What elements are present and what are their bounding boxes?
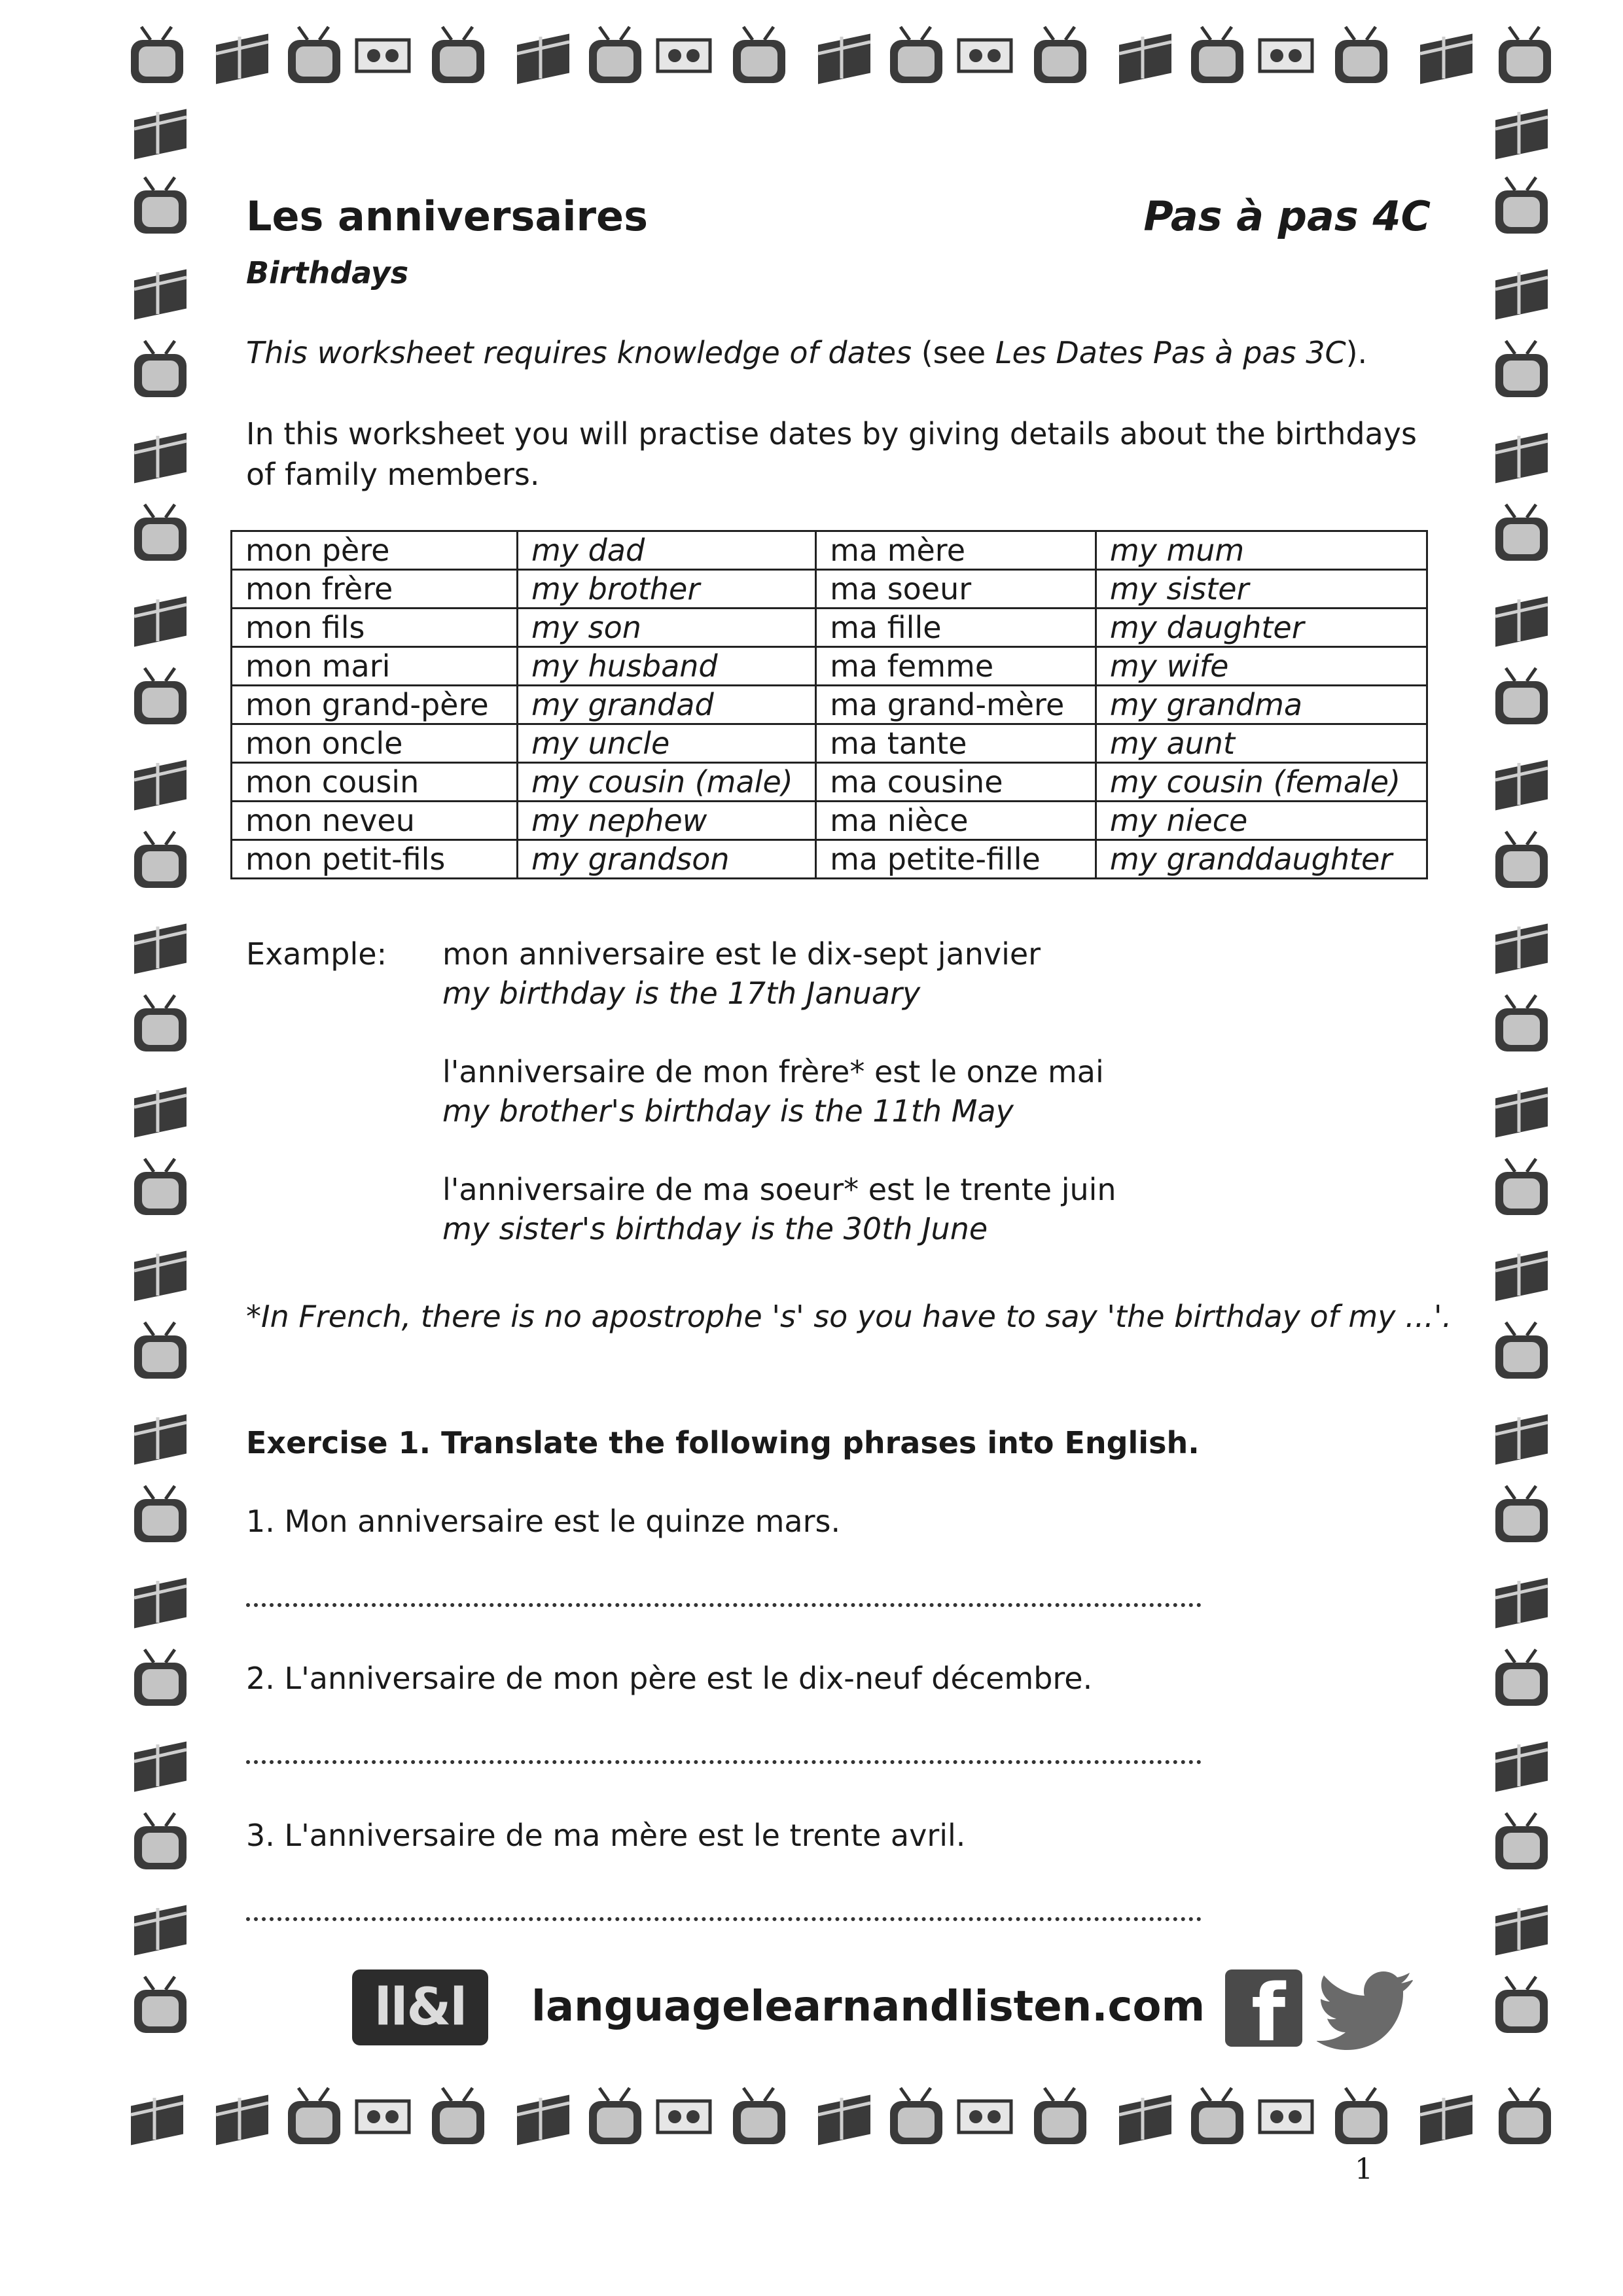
vocab-french: ma femme bbox=[816, 647, 1096, 686]
example-english: my birthday is the 17th January bbox=[442, 976, 921, 1011]
intro-requirement bbox=[246, 332, 1431, 373]
vocab-french: ma nièce bbox=[816, 802, 1096, 840]
intro-see-reference: Les Dates Pas à pas 3C bbox=[995, 335, 1346, 370]
vocab-french: ma petite-fille bbox=[816, 840, 1096, 879]
vocab-french: mon neveu bbox=[232, 802, 518, 840]
intro-requirement-text: This worksheet requires knowledge of dates bbox=[246, 335, 912, 370]
llandl-logo: ll&l bbox=[352, 1969, 488, 2045]
vocab-row bbox=[232, 609, 1427, 647]
worksheet-header bbox=[246, 192, 1431, 495]
vocab-row bbox=[232, 647, 1427, 686]
vocab-english: my cousin (female) bbox=[1096, 763, 1427, 802]
vocab-english: my brother bbox=[517, 570, 815, 609]
vocab-french: mon frère bbox=[232, 570, 518, 609]
vocab-english: my daughter bbox=[1096, 609, 1427, 647]
vocab-english: my wife bbox=[1096, 647, 1427, 686]
exercise-title: Exercise 1. Translate the following phrases into English. bbox=[246, 1425, 1200, 1460]
answer-line[interactable] bbox=[246, 1917, 1202, 1921]
vocab-english: my aunt bbox=[1096, 724, 1427, 763]
page-number: 1 bbox=[1355, 2153, 1373, 2186]
title-row bbox=[246, 192, 1431, 249]
vocab-row bbox=[232, 724, 1427, 763]
vocab-french: mon grand-père bbox=[232, 686, 518, 724]
apostrophe-note: *In French, there is no apostrophe 's' so you have to say 'the birthday of my ...'. bbox=[246, 1299, 1452, 1334]
vocab-row bbox=[232, 531, 1427, 570]
vocab-english: my son bbox=[517, 609, 815, 647]
intro-see-close: ). bbox=[1346, 335, 1368, 370]
vocab-english: my niece bbox=[1096, 802, 1427, 840]
facebook-icon[interactable]: f bbox=[1225, 1969, 1302, 2047]
vocab-row bbox=[232, 802, 1427, 840]
vocab-english: my grandad bbox=[517, 686, 815, 724]
vocab-french: ma fille bbox=[816, 609, 1096, 647]
vocab-english: my mum bbox=[1096, 531, 1427, 570]
vocab-english: my dad bbox=[517, 531, 815, 570]
vocab-french: ma soeur bbox=[816, 570, 1096, 609]
vocab-french: mon père bbox=[232, 531, 518, 570]
vocab-english: my grandma bbox=[1096, 686, 1427, 724]
example-french: mon anniversaire est le dix-sept janvier bbox=[442, 936, 1041, 972]
vocab-french: ma tante bbox=[816, 724, 1096, 763]
vocabulary-table bbox=[230, 530, 1428, 879]
answer-line[interactable] bbox=[246, 1760, 1202, 1764]
example-label: Example: bbox=[246, 936, 387, 972]
example-french: l'anniversaire de ma soeur* est le trente juin bbox=[442, 1172, 1116, 1207]
twitter-icon[interactable] bbox=[1317, 1969, 1415, 2051]
example-english: my sister's birthday is the 30th June bbox=[442, 1211, 988, 1246]
vocab-row bbox=[232, 840, 1427, 879]
intro-practice: In this worksheet you will practise dates by giving details about the birthdays of family members. bbox=[246, 416, 1417, 492]
example-french: l'anniversaire de mon frère* est le onze mai bbox=[442, 1054, 1104, 1089]
vocab-french: mon petit-fils bbox=[232, 840, 518, 879]
exercise-question: 3. L'anniversaire de ma mère est le trente avril. bbox=[246, 1818, 966, 1853]
answer-line[interactable] bbox=[246, 1603, 1202, 1607]
example-item bbox=[442, 934, 1041, 1013]
vocab-french: ma mère bbox=[816, 531, 1096, 570]
exercise-question: 2. L'anniversaire de mon père est le dix-neuf décembre. bbox=[246, 1661, 1093, 1696]
exercise-question: 1. Mon anniversaire est le quinze mars. bbox=[246, 1504, 841, 1539]
page-title: Les anniversaires bbox=[246, 192, 648, 240]
intro-see-open: (see bbox=[912, 335, 995, 370]
vocab-english: my sister bbox=[1096, 570, 1427, 609]
vocab-english: my husband bbox=[517, 647, 815, 686]
vocab-english: my granddaughter bbox=[1096, 840, 1427, 879]
vocab-english: my grandson bbox=[517, 840, 815, 879]
vocab-french: ma cousine bbox=[816, 763, 1096, 802]
page-subtitle: Birthdays bbox=[246, 255, 409, 291]
example-item bbox=[442, 1170, 1116, 1248]
example-english: my brother's birthday is the 11th May bbox=[442, 1093, 1014, 1129]
example-item bbox=[442, 1052, 1104, 1131]
vocab-english: my nephew bbox=[517, 802, 815, 840]
vocab-french: mon fils bbox=[232, 609, 518, 647]
vocab-french: mon cousin bbox=[232, 763, 518, 802]
vocab-french: mon mari bbox=[232, 647, 518, 686]
vocab-french: mon oncle bbox=[232, 724, 518, 763]
vocab-row bbox=[232, 570, 1427, 609]
vocab-row bbox=[232, 763, 1427, 802]
level-label: Pas à pas 4C bbox=[1143, 192, 1431, 240]
website-url[interactable]: languagelearnandlisten.com bbox=[531, 1983, 1205, 2031]
vocab-french: ma grand-mère bbox=[816, 686, 1096, 724]
vocab-row bbox=[232, 686, 1427, 724]
vocab-english: my cousin (male) bbox=[517, 763, 815, 802]
vocab-english: my uncle bbox=[517, 724, 815, 763]
